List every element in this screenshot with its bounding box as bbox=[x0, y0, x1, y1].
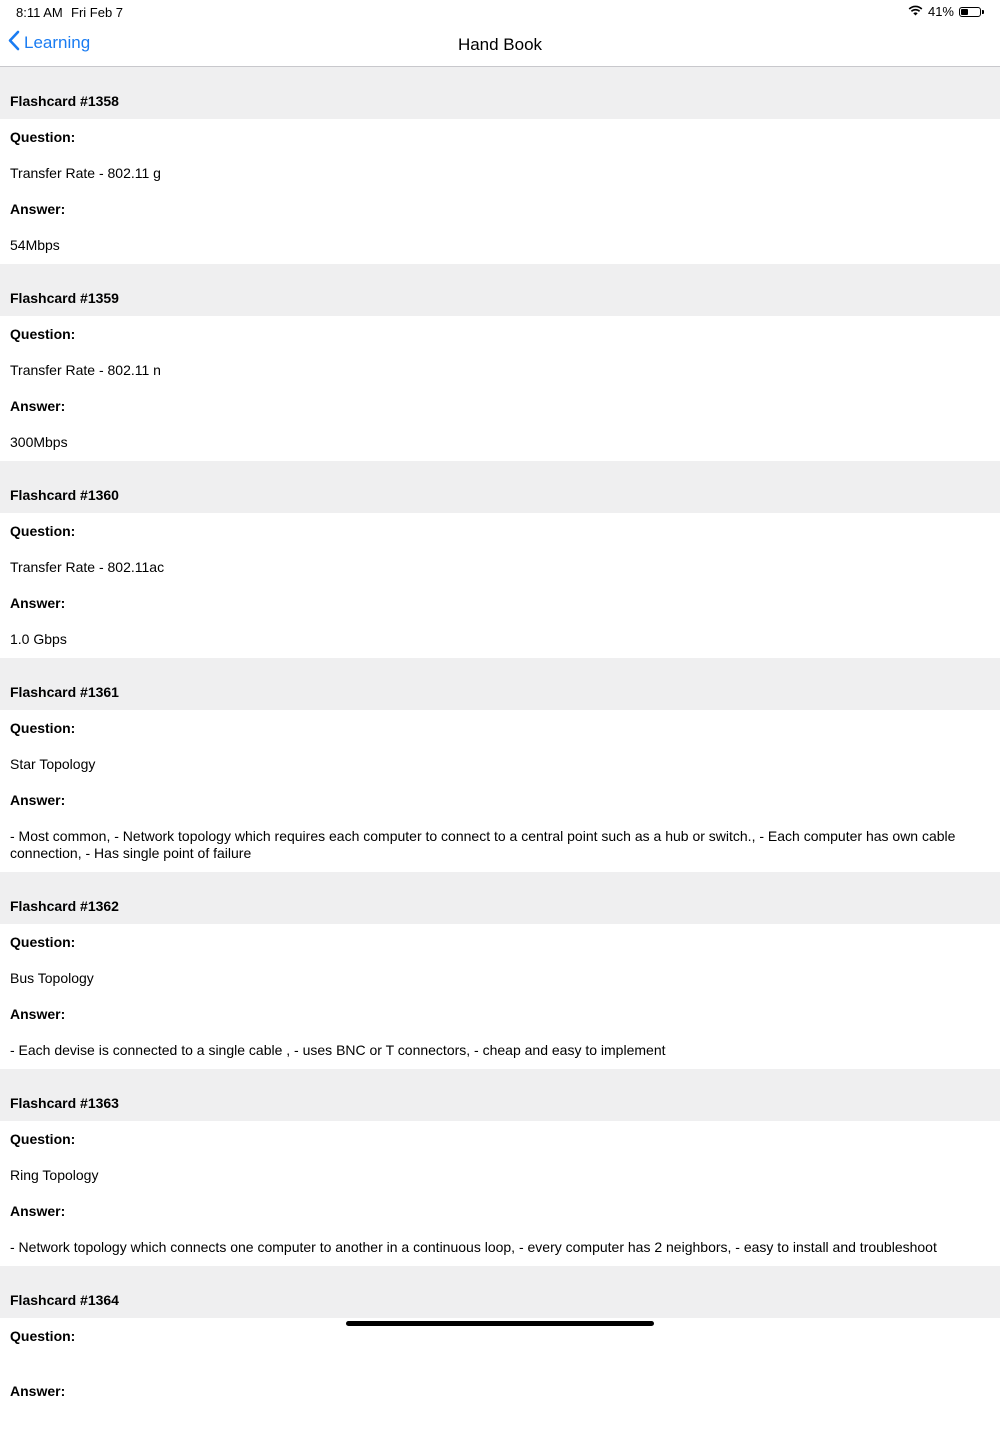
flashcard-item[interactable] bbox=[0, 264, 1000, 461]
flashcard-item[interactable] bbox=[0, 67, 1000, 264]
flashcard-title: Flashcard #1359 bbox=[0, 264, 1000, 316]
status-date: Fri Feb 7 bbox=[71, 5, 124, 20]
answer-label: Answer: bbox=[10, 398, 66, 414]
flashcard-title: Flashcard #1358 bbox=[0, 67, 1000, 119]
question-label: Question: bbox=[10, 129, 76, 145]
question-text: Ring Topology bbox=[10, 1167, 99, 1183]
question-label: Question: bbox=[10, 523, 76, 539]
question-label: Question: bbox=[10, 1131, 76, 1147]
flashcard-title: Flashcard #1363 bbox=[0, 1069, 1000, 1121]
question-text: Bus Topology bbox=[10, 970, 94, 986]
navigation-bar bbox=[0, 24, 1000, 67]
answer-text: - Most common, - Network topology which requires each computer to connect to a central point such as a hub or switch., - Each computer has own cable connection, - Has single point of failure bbox=[10, 828, 956, 861]
answer-text: 1.0 Gbps bbox=[10, 631, 67, 647]
question-label: Question: bbox=[10, 934, 76, 950]
answer-text: 300Mbps bbox=[10, 434, 68, 450]
back-button-label: Learning bbox=[24, 33, 91, 52]
status-bar bbox=[0, 0, 1000, 24]
answer-text: 54Mbps bbox=[10, 237, 60, 253]
page-title: Hand Book bbox=[457, 35, 543, 54]
answer-label: Answer: bbox=[10, 1203, 66, 1219]
flashcard-item[interactable] bbox=[0, 1069, 1000, 1266]
answer-label: Answer: bbox=[10, 1383, 66, 1399]
answer-text: - Network topology which connects one computer to another in a continuous loop, - every computer has 2 neighbors, - easy to install and troubleshoot bbox=[10, 1239, 937, 1255]
flashcard-title: Flashcard #1360 bbox=[0, 461, 1000, 513]
question-text: Transfer Rate - 802.11 n bbox=[10, 362, 161, 378]
battery-level-fill bbox=[961, 9, 968, 15]
flashcard-item[interactable] bbox=[0, 461, 1000, 658]
flashcard-title: Flashcard #1361 bbox=[0, 658, 1000, 710]
flashcard-item[interactable] bbox=[0, 1266, 1000, 1429]
answer-label: Answer: bbox=[10, 1006, 66, 1022]
flashcard-title: Flashcard #1362 bbox=[0, 872, 1000, 924]
answer-label: Answer: bbox=[10, 595, 66, 611]
flashcard-item[interactable] bbox=[0, 658, 1000, 872]
question-text: Star Topology bbox=[10, 756, 96, 772]
question-label: Question: bbox=[10, 1328, 76, 1344]
battery-percent: 41% bbox=[927, 4, 954, 19]
question-label: Question: bbox=[10, 326, 76, 342]
flashcard-title: Flashcard #1364 bbox=[0, 1266, 1000, 1318]
answer-label: Answer: bbox=[10, 792, 66, 808]
battery-tip bbox=[982, 10, 984, 14]
status-time: 8:11 AM bbox=[16, 5, 63, 20]
status-indicators bbox=[908, 4, 984, 19]
answer-text bbox=[0, 1400, 1000, 1429]
wifi-icon bbox=[908, 4, 923, 19]
question-text bbox=[0, 1345, 1000, 1364]
flashcard-item[interactable] bbox=[0, 872, 1000, 1069]
question-text: Transfer Rate - 802.11 g bbox=[10, 165, 161, 181]
answer-label: Answer: bbox=[10, 201, 66, 217]
flashcard-list[interactable] bbox=[0, 67, 1000, 1429]
question-label: Question: bbox=[10, 720, 76, 736]
question-text: Transfer Rate - 802.11ac bbox=[10, 559, 165, 575]
answer-text: - Each devise is connected to a single cable , - uses BNC or T connectors, - cheap and easy to implement bbox=[10, 1042, 666, 1058]
battery-icon bbox=[959, 7, 981, 17]
home-indicator[interactable] bbox=[346, 1321, 654, 1326]
